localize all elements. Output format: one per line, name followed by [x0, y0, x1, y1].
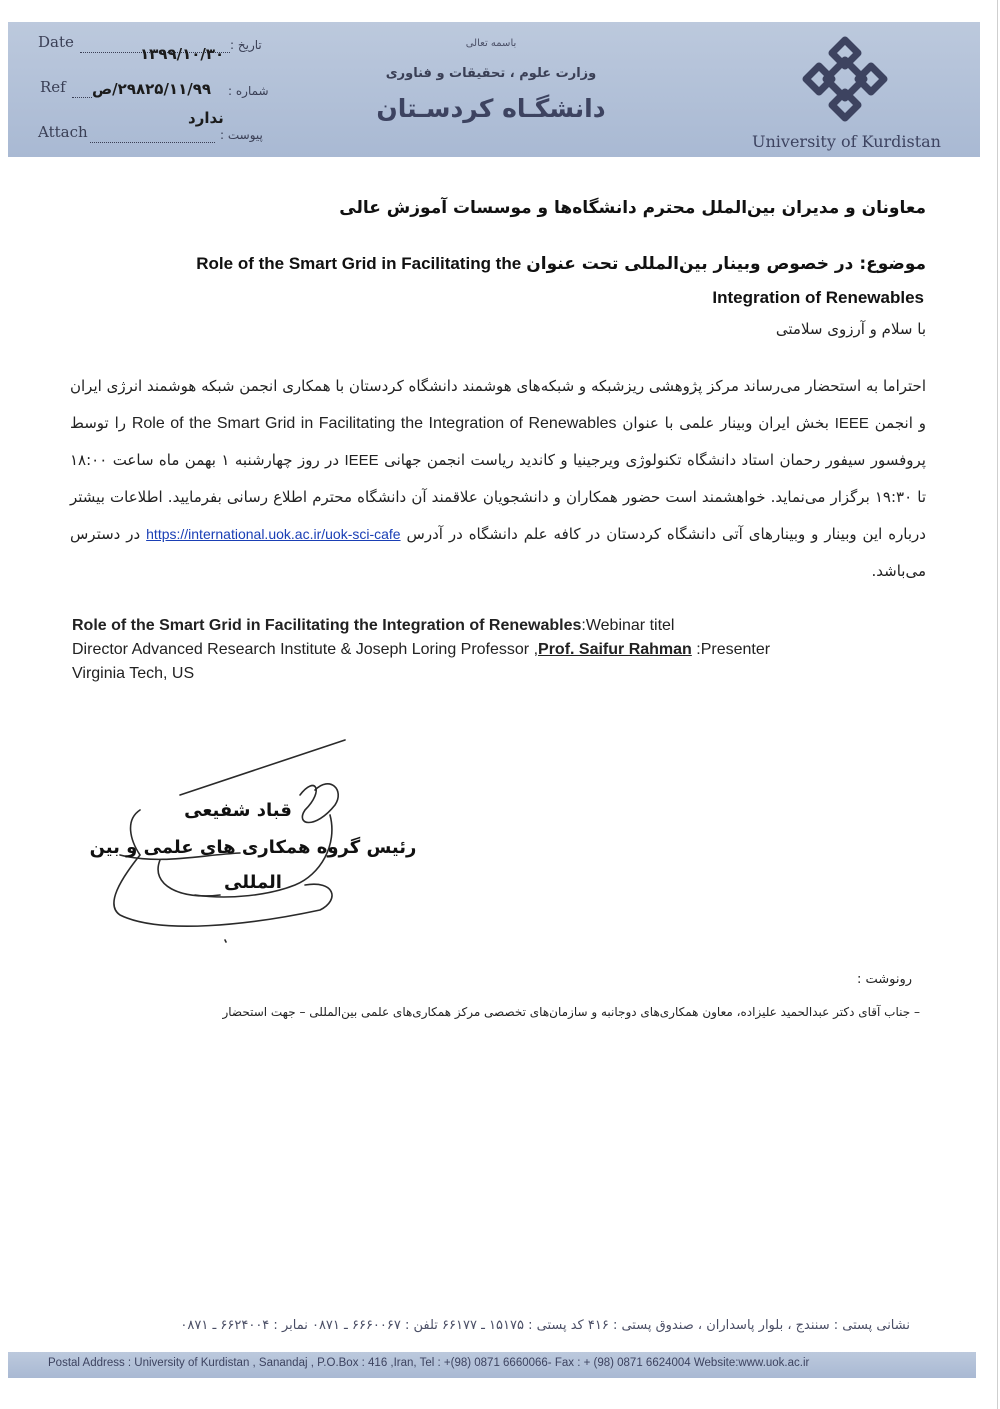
- university-name-en: University of Kurdistan: [752, 132, 941, 151]
- attach-label-fa: پیوست :: [220, 128, 263, 142]
- body-part-5: در دسترس می‌باشد.: [70, 525, 926, 580]
- body-webinar-title: Role of the Smart Grid in Facilitating the Integration of Renewables: [131, 415, 617, 432]
- date-value: ۱۳۹۹/۱۰/۳۰: [140, 45, 225, 63]
- ref-dots: [72, 83, 92, 98]
- body-part-4: در روز چهارشنبه ۱ بهمن ماه ساعت ۱۸:۰۰ تا ۱۹:۳۰ برگزار می‌نماید. خواهشمند است حضور همکاران و دانشجویان علاقمند آن دانشگاه محترم اطلاع رسانی بفرمایید. اطلاعات بیشتر درباره این وبینار و وبینارهای آتی دانشگاه کردستان در کافه علم دانشگاه در آدرس: [70, 451, 926, 543]
- university-name-fa: دانشگـاه کردسـتان: [376, 94, 606, 123]
- sci-cafe-link[interactable]: https://international.uok.ac.ir/uok-sci-cafe: [146, 526, 401, 542]
- webinar-title-label: :Webinar titel: [581, 617, 675, 634]
- footer-address-en: Postal Address : University of Kurdistan , Sanandaj , P.O.Box : 416 ,Iran, Tel : +(98) 0871 6660066- Fax : + (98) 0871 6624004 Website:www.uok.ac.ir: [48, 1357, 810, 1369]
- university-logo-icon: [800, 34, 890, 124]
- presenter-role: Director Advanced Research Institute & Joseph Loring Professor ,: [72, 641, 539, 658]
- attach-dots: [90, 128, 215, 143]
- signatory-name: قباد شفیعی: [184, 800, 292, 821]
- subject-en-2: Integration of Renewables: [712, 288, 924, 307]
- webinar-title-value: Role of the Smart Grid in Facilitating the Integration of Renewables: [72, 617, 582, 634]
- page-edge: [997, 0, 998, 1409]
- body-ieee-1: IEEE: [834, 415, 869, 432]
- attach-label-en: Attach: [38, 123, 88, 141]
- presenter-label: :Presenter: [696, 641, 771, 658]
- cc-label: رونوشت :: [856, 972, 912, 987]
- presenter-name: Prof. Saifur Rahman: [538, 641, 692, 658]
- presenter-line: [72, 638, 770, 662]
- ref-label-en: Ref: [40, 78, 66, 96]
- recipient-line: معاونان و مدیران بین‌الملل محترم دانشگاه‌ها و موسسات آموزش عالی: [339, 198, 926, 218]
- date-label-en: Date: [38, 33, 74, 51]
- signatory-title-2: المللی: [224, 872, 282, 893]
- date-label-fa: تاریخ :: [230, 38, 262, 52]
- attach-value: ندارد: [188, 109, 224, 127]
- subject-en-1: Role of the Smart Grid in Facilitating the: [196, 254, 522, 273]
- footer-address-fa: نشانی پستی : سنندج ، بلوار پاسداران ، صندوق پستی : ۴۱۶ کد پستی : ۱۵۱۷۵ ـ ۶۶۱۷۷ تلفن : ۶۶۶۰۰۶۷ ـ ۰۸۷۱ نمابر : ۶۶۲۴۰۰۴ ـ ۰۸۷۱: [180, 1318, 910, 1333]
- ref-value: ۲۹۸۲۵/۱۱/۹۹/ص: [92, 80, 212, 98]
- body-part-2: بخش ایران وبینار علمی با عنوان: [622, 414, 829, 432]
- subject-line: [66, 254, 926, 274]
- greeting: با سلام و آرزوی سلامتی: [775, 320, 926, 338]
- university-logo: [800, 34, 890, 124]
- body-paragraph: [70, 368, 926, 590]
- body-ieee-2: IEEE: [344, 452, 379, 469]
- cc-line: – جناب آقای دکتر عبدالحمید علیزاده، معاون همکاری‌های دوجانبه و سازمان‌های تخصصی مرکز همکاری‌های علمی بین‌المللی – جهت استحضار: [222, 1005, 920, 1019]
- body-part-3: را توسط پروفسور سیفور رحمان استاد دانشگاه تکنولوژی ویرجینیا و کاندید ریاست انجمن جهانی: [70, 414, 926, 469]
- ministry-name: وزارت علوم ، تحقیقات و فناوری: [385, 66, 597, 81]
- signatory-title-1: رئیس گروه همکاری های علمی و بین: [89, 837, 417, 858]
- bismillah: باسمه تعالی: [465, 38, 517, 49]
- webinar-title-line: [72, 614, 674, 638]
- body-part-1: احتراما به استحضار می‌رساند مرکز پژوهشی ریزشبکه و شبکه‌های هوشمند دانشگاه کردستان با همکاری انجمن شبکه هوشمند انرژی ایران و انجمن: [70, 377, 926, 432]
- subject-fa: موضوع: در خصوص وبینار بین‌المللی تحت عنوان: [526, 254, 926, 274]
- ref-label-fa: شماره :: [228, 84, 269, 98]
- affiliation-line: Virginia Tech, US: [72, 665, 195, 682]
